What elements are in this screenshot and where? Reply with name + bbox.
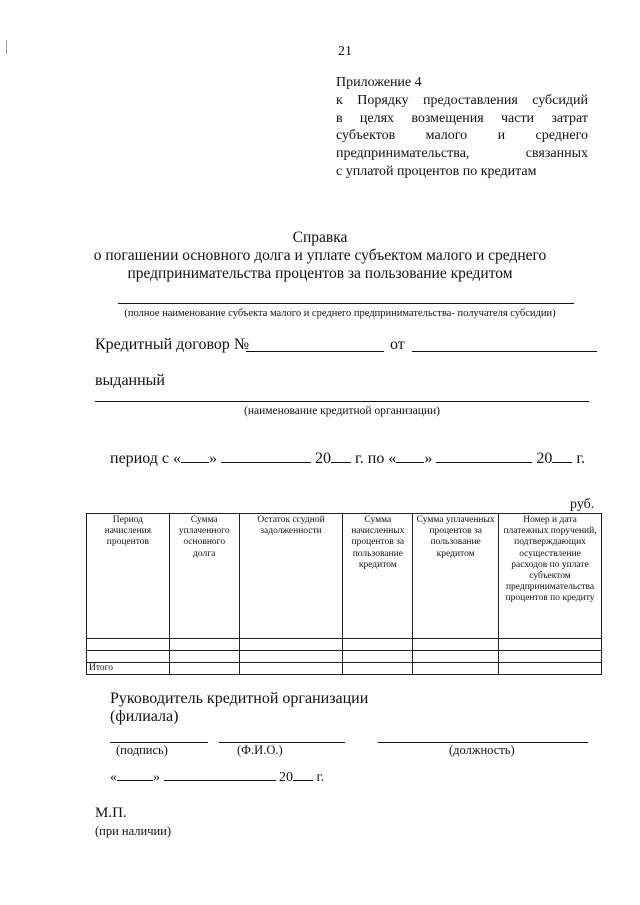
appendix-line: субъектов малого и среднего	[336, 128, 588, 144]
col-header-loan-balance: Остаток ссудной задолженности	[239, 514, 343, 639]
table-cell[interactable]	[239, 663, 343, 675]
table-cell[interactable]	[343, 663, 413, 675]
total-label: Итого	[87, 663, 170, 675]
period-prefix: период с «	[110, 450, 182, 467]
period-day-start[interactable]	[181, 462, 209, 463]
date-suffix: г.	[316, 770, 325, 785]
appendix-block	[336, 74, 588, 181]
period-month-end[interactable]	[436, 462, 532, 463]
period-quote: »	[209, 450, 218, 467]
col-header-interest-accrued: Сумма начисленных процентов за пользование кредитом	[343, 514, 413, 639]
date-month[interactable]	[164, 780, 276, 781]
contract-date-line[interactable]	[412, 351, 597, 352]
table-cell[interactable]	[499, 639, 602, 651]
col-header-principal-paid: Сумма уплаченного основного долга	[169, 514, 239, 639]
period-year-prefix: 20	[536, 450, 553, 467]
period-year-prefix: 20	[315, 450, 332, 467]
date-close-quote: »	[153, 770, 160, 785]
table-total-row	[87, 663, 602, 675]
table-cell[interactable]	[239, 651, 343, 663]
payments-table	[86, 513, 602, 675]
period-suffix: г.	[576, 450, 586, 467]
appendix-line: предпринимательства, связанных	[336, 146, 588, 162]
period-year-start[interactable]	[331, 462, 351, 463]
period-mid: г. по «	[355, 450, 397, 467]
position-caption: (должность)	[449, 743, 515, 757]
table-cell[interactable]	[169, 651, 239, 663]
col-header-payment-orders: Номер и дата платежных поручений, подтверждающих осуществление расходов по уплате субъектом предпринимательства процентов по кредиту	[499, 514, 602, 639]
contract-number-line[interactable]	[246, 351, 384, 352]
full-name-caption: (Ф.И.О.)	[237, 743, 283, 757]
subject-name-line[interactable]	[118, 303, 574, 304]
table-cell[interactable]	[413, 651, 499, 663]
table-cell[interactable]	[87, 639, 170, 651]
document-subtitle: о погашении основного долга и уплате субъектом малого и среднего	[93, 247, 547, 264]
table-cell[interactable]	[169, 663, 239, 675]
head-title-branch: (филиала)	[110, 708, 179, 725]
table-row	[87, 639, 602, 651]
col-header-period: Период начисления процентов	[87, 514, 170, 639]
signature-caption: (подпись)	[116, 743, 168, 757]
table-cell[interactable]	[169, 639, 239, 651]
period-row	[110, 450, 585, 468]
page-number: 21	[338, 44, 352, 59]
credit-org-line[interactable]	[95, 401, 589, 402]
period-day-end[interactable]	[396, 462, 424, 463]
appendix-line: к Порядку предоставления субсидий	[336, 92, 588, 108]
credit-org-caption: (наименование кредитной организации)	[243, 405, 441, 417]
stamp-note: (при наличии)	[95, 824, 172, 838]
margin-mark	[6, 40, 7, 54]
table-cell[interactable]	[343, 651, 413, 663]
table-cell[interactable]	[413, 663, 499, 675]
stamp-label: М.П.	[95, 805, 127, 821]
table-cell[interactable]	[343, 639, 413, 651]
table-cell[interactable]	[499, 651, 602, 663]
document-subtitle: предпринимательства процентов за пользование кредитом	[127, 265, 513, 282]
currency-label: руб.	[570, 497, 595, 512]
table-cell[interactable]	[87, 651, 170, 663]
appendix-line: в целях возмещения части затрат	[336, 110, 588, 126]
date-year[interactable]	[293, 780, 313, 781]
table-cell[interactable]	[499, 663, 602, 675]
appendix-title: Приложение 4	[336, 75, 422, 90]
date-day[interactable]	[117, 780, 153, 781]
date-row	[110, 770, 324, 786]
table-row	[87, 651, 602, 663]
period-month-start[interactable]	[221, 462, 311, 463]
head-title: Руководитель кредитной организации	[110, 690, 369, 707]
contract-from-label: от	[390, 336, 405, 353]
table-cell[interactable]	[239, 639, 343, 651]
period-quote: »	[424, 450, 433, 467]
contract-label: Кредитный договор №	[95, 336, 250, 353]
col-header-interest-paid: Сумма уплаченных процентов за пользование кредитом	[413, 514, 499, 639]
period-year-end[interactable]	[552, 462, 572, 463]
document-title: Справка	[292, 229, 348, 246]
subject-caption: (полное наименование субъекта малого и среднего предпринимательства- получателя субсидии)	[124, 308, 556, 319]
appendix-line: с уплатой процентов по кредитам	[336, 163, 537, 179]
date-open-quote: «	[110, 770, 117, 785]
issued-label: выданный	[95, 372, 165, 389]
table-header-row	[87, 514, 602, 639]
date-year-prefix: 20	[279, 770, 293, 785]
table-cell[interactable]	[413, 639, 499, 651]
